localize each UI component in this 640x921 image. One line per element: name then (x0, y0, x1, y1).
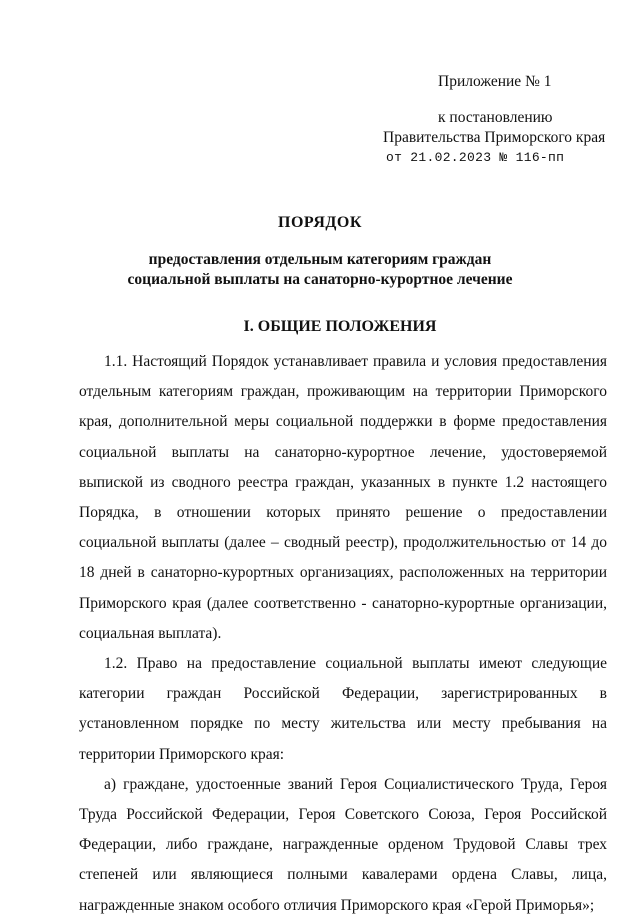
document-body (79, 347, 607, 921)
paragraph-1-2: 1.2. Право на предоставление социальной выплаты имеют следующие категории граждан Российской Федерации, зарегистрированных в установленном порядке по месту жительства или месту пребывания на территории Приморского края: (79, 655, 607, 763)
government-name: Правительства Приморского края (383, 129, 606, 146)
section-heading: I. ОБЩИЕ ПОЛОЖЕНИЯ (243, 318, 437, 335)
document-subtitle (0, 250, 640, 290)
appendix-header (380, 72, 610, 168)
paragraph-1-1: 1.1. Настоящий Порядок устанавливает правила и условия предоставления отдельным категориям граждан, проживающим на территории Приморского края, дополнительной меры социальной поддержки в форме предоставления социальной выплаты на санаторно-курортное лечение, удостоверяемой выпиской из сводного реестра граждан, указанных в пункте 1.2 настоящего Порядка, в отношении которых принято решение о предоставлении социальной выплаты (далее – сводный реестр), продолжительностью от 14 до 18 дней в санаторно-курортных организациях, расположенных на территории Приморского края (далее соответственно - санаторно-курортные организации, социальная выплата). (79, 353, 607, 642)
paragraph-a: а) граждане, удостоенные званий Героя Социалистического Труда, Героя Труда Российской Федерации, Героя Советского Союза, Героя Российской Федерации, либо граждане, награжденные орденом Трудовой Славы трех степеней или являющиеся полными кавалерами ордена Славы, лица, награжденные знаком особого отличия Приморского края «Герой Приморья»; (79, 775, 607, 914)
subtitle-line: социальной выплаты на санаторно-курортное лечение (127, 271, 513, 288)
appendix-label: Приложение № 1 (438, 73, 552, 90)
resolution-reference: к постановлению (438, 109, 553, 126)
subtitle-line: предоставления отдельным категориям граждан (148, 251, 492, 268)
document-title: ПОРЯДОК (278, 214, 362, 231)
resolution-date-number: от 21.02.2023 № 116-пп (386, 150, 565, 165)
